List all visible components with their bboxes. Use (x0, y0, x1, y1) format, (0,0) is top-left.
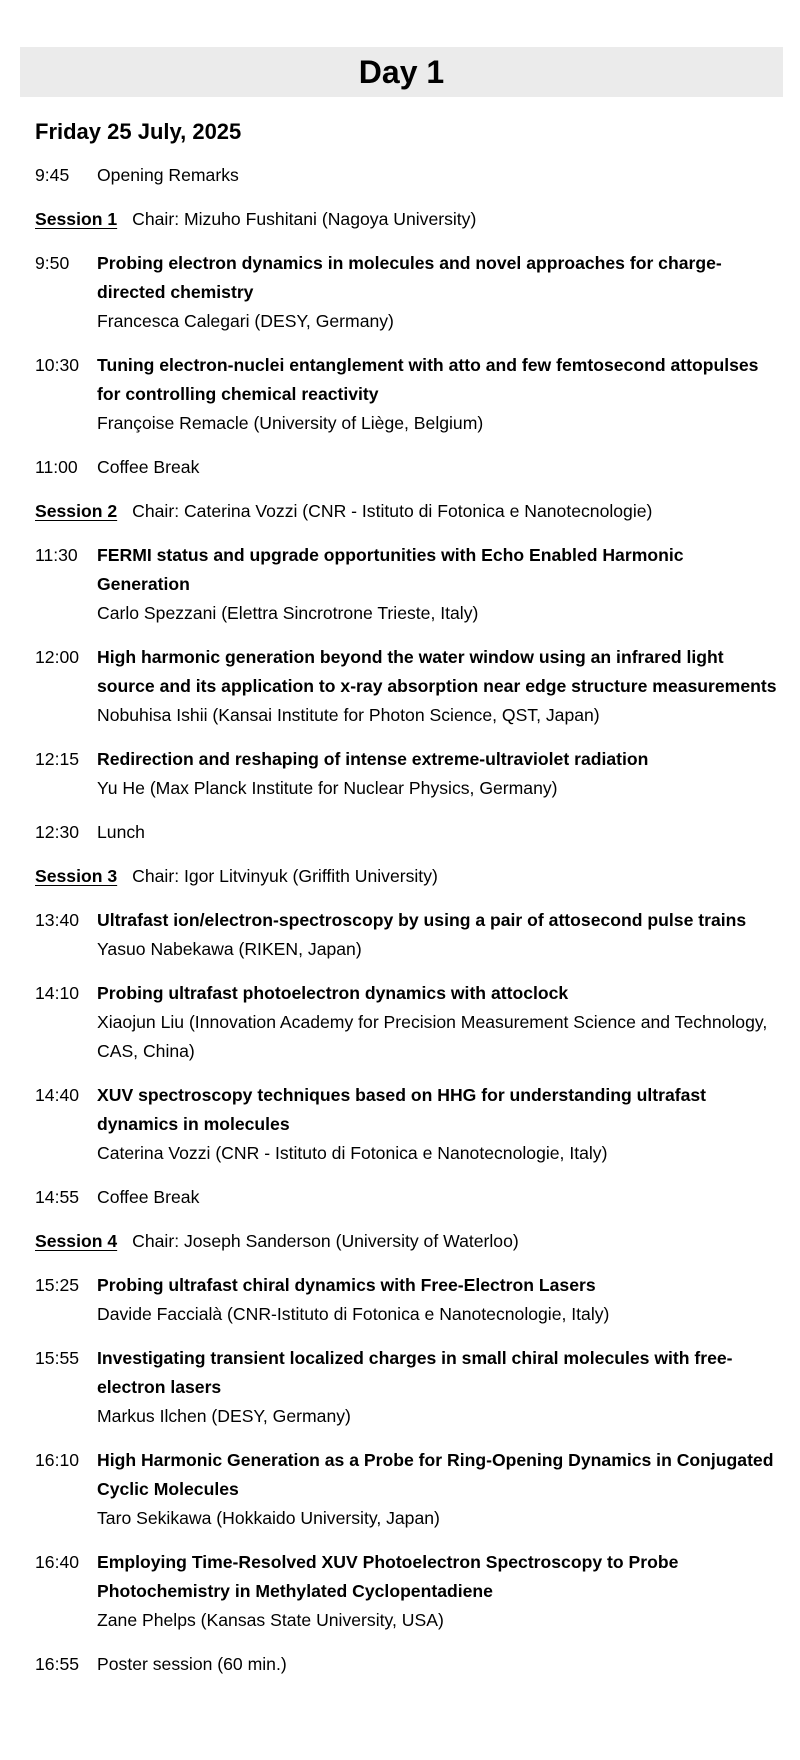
schedule-item-row (35, 818, 780, 847)
talk-row (35, 643, 780, 730)
session-label: Session 3 (35, 866, 118, 886)
talk-row (35, 1446, 780, 1533)
talk-title: Redirection and reshaping of intense extreme-ultraviolet radiation (97, 749, 649, 769)
entry-content (97, 1548, 780, 1635)
time-slot: 16:40 (35, 1552, 80, 1572)
item-text: Opening Remarks (97, 165, 239, 185)
talk-row (35, 1081, 780, 1168)
item-text: Coffee Break (97, 1187, 200, 1207)
schedule-item-row (35, 1650, 780, 1679)
talk-title: Tuning electron-nuclei entanglement with atto and few femtosecond attopulses for controlling chemical reactivity (97, 355, 759, 404)
session-header (35, 205, 780, 234)
time-slot: 11:30 (35, 545, 78, 565)
day-banner (20, 47, 783, 97)
item-text: Poster session (60 min.) (97, 1654, 287, 1674)
talk-row (35, 1548, 780, 1635)
talk-title: Probing electron dynamics in molecules and novel approaches for charge-directed chemistry (97, 253, 722, 302)
talk-row (35, 906, 780, 964)
entry-content (97, 643, 780, 730)
date-heading: Friday 25 July, 2025 (35, 119, 242, 144)
speaker-affiliation: Taro Sekikawa (Hokkaido University, Japan) (97, 1508, 440, 1528)
time-slot: 14:55 (35, 1187, 80, 1207)
entry-content (97, 1344, 780, 1431)
time-slot: 12:00 (35, 647, 80, 667)
talk-row (35, 745, 780, 803)
entry-content (97, 906, 780, 964)
time-slot: 15:55 (35, 1348, 80, 1368)
entry-content (97, 745, 780, 803)
schedule-item-row (35, 453, 780, 482)
session-chair: Chair: Igor Litvinyuk (Griffith University) (132, 866, 438, 886)
entry-content (97, 453, 780, 482)
entry-content (97, 541, 780, 628)
time-slot: 15:25 (35, 1275, 80, 1295)
session-chair: Chair: Joseph Sanderson (University of Waterloo) (132, 1231, 519, 1251)
time-slot: 9:50 (35, 253, 70, 273)
item-text: Coffee Break (97, 457, 200, 477)
speaker-affiliation: Zane Phelps (Kansas State University, USA) (97, 1610, 444, 1630)
talk-row (35, 351, 780, 438)
entry-content (97, 249, 780, 336)
time-slot: 9:45 (35, 165, 70, 185)
session-chair: Chair: Mizuho Fushitani (Nagoya University) (132, 209, 477, 229)
entry-content (97, 1446, 780, 1533)
session-label: Session 2 (35, 501, 118, 521)
speaker-affiliation: Markus Ilchen (DESY, Germany) (97, 1406, 351, 1426)
talk-title: FERMI status and upgrade opportunities with Echo Enabled Harmonic Generation (97, 545, 684, 594)
schedule-item-row (35, 161, 780, 190)
speaker-affiliation: Caterina Vozzi (CNR - Istituto di Fotonica e Nanotecnologie, Italy) (97, 1143, 608, 1163)
time-slot: 16:10 (35, 1450, 80, 1470)
speaker-affiliation: Yu He (Max Planck Institute for Nuclear Physics, Germany) (97, 778, 558, 798)
time-slot: 12:30 (35, 822, 80, 842)
entry-content (97, 1650, 780, 1679)
item-text: Lunch (97, 822, 145, 842)
time-slot: 16:55 (35, 1654, 80, 1674)
entry-content (97, 1081, 780, 1168)
talk-title: Ultrafast ion/electron-spectroscopy by using a pair of attosecond pulse trains (97, 910, 747, 930)
time-slot: 11:00 (35, 457, 78, 477)
talk-row (35, 249, 780, 336)
speaker-affiliation: Nobuhisa Ishii (Kansai Institute for Photon Science, QST, Japan) (97, 705, 600, 725)
speaker-affiliation: Françoise Remacle (University of Liège, Belgium) (97, 413, 484, 433)
speaker-affiliation: Francesca Calegari (DESY, Germany) (97, 311, 394, 331)
talk-row (35, 541, 780, 628)
schedule-item-row (35, 1183, 780, 1212)
speaker-affiliation: Davide Faccialà (CNR-Istituto di Fotonica e Nanotecnologie, Italy) (97, 1304, 610, 1324)
talk-title: Employing Time-Resolved XUV Photoelectron Spectroscopy to Probe Photochemistry in Methylated Cyclopentadiene (97, 1552, 679, 1601)
session-chair: Chair: Caterina Vozzi (CNR - Istituto di Fotonica e Nanotecnologie) (132, 501, 653, 521)
talk-title: Probing ultrafast photoelectron dynamics with attoclock (97, 983, 569, 1003)
entry-content (97, 818, 780, 847)
talk-title: Probing ultrafast chiral dynamics with Free-Electron Lasers (97, 1275, 596, 1295)
session-header (35, 1227, 780, 1256)
talk-row (35, 1344, 780, 1431)
schedule-list (35, 161, 780, 1694)
speaker-affiliation: Yasuo Nabekawa (RIKEN, Japan) (97, 939, 362, 959)
entry-content (97, 351, 780, 438)
talk-title: High harmonic generation beyond the water window using an infrared light source and its application to x-ray absorption near edge structure measurements (97, 647, 777, 696)
entry-content (97, 161, 780, 190)
session-header (35, 497, 780, 526)
talk-row (35, 1271, 780, 1329)
session-label: Session 1 (35, 209, 118, 229)
time-slot: 14:40 (35, 1085, 80, 1105)
time-slot: 13:40 (35, 910, 80, 930)
talk-title: Investigating transient localized charges in small chiral molecules with free-electron lasers (97, 1348, 733, 1397)
talk-title: XUV spectroscopy techniques based on HHG for understanding ultrafast dynamics in molecules (97, 1085, 707, 1134)
entry-content (97, 979, 780, 1066)
speaker-affiliation: Xiaojun Liu (Innovation Academy for Precision Measurement Science and Technology, CAS, China) (97, 1012, 768, 1061)
session-header (35, 862, 780, 891)
talk-title: High Harmonic Generation as a Probe for Ring-Opening Dynamics in Conjugated Cyclic Molecules (97, 1450, 774, 1499)
session-label: Session 4 (35, 1231, 118, 1251)
time-slot: 12:15 (35, 749, 80, 769)
talk-row (35, 979, 780, 1066)
speaker-affiliation: Carlo Spezzani (Elettra Sincrotrone Trieste, Italy) (97, 603, 479, 623)
entry-content (97, 1271, 780, 1329)
day-title: Day 1 (358, 54, 445, 90)
time-slot: 10:30 (35, 355, 80, 375)
time-slot: 14:10 (35, 983, 80, 1003)
entry-content (97, 1183, 780, 1212)
